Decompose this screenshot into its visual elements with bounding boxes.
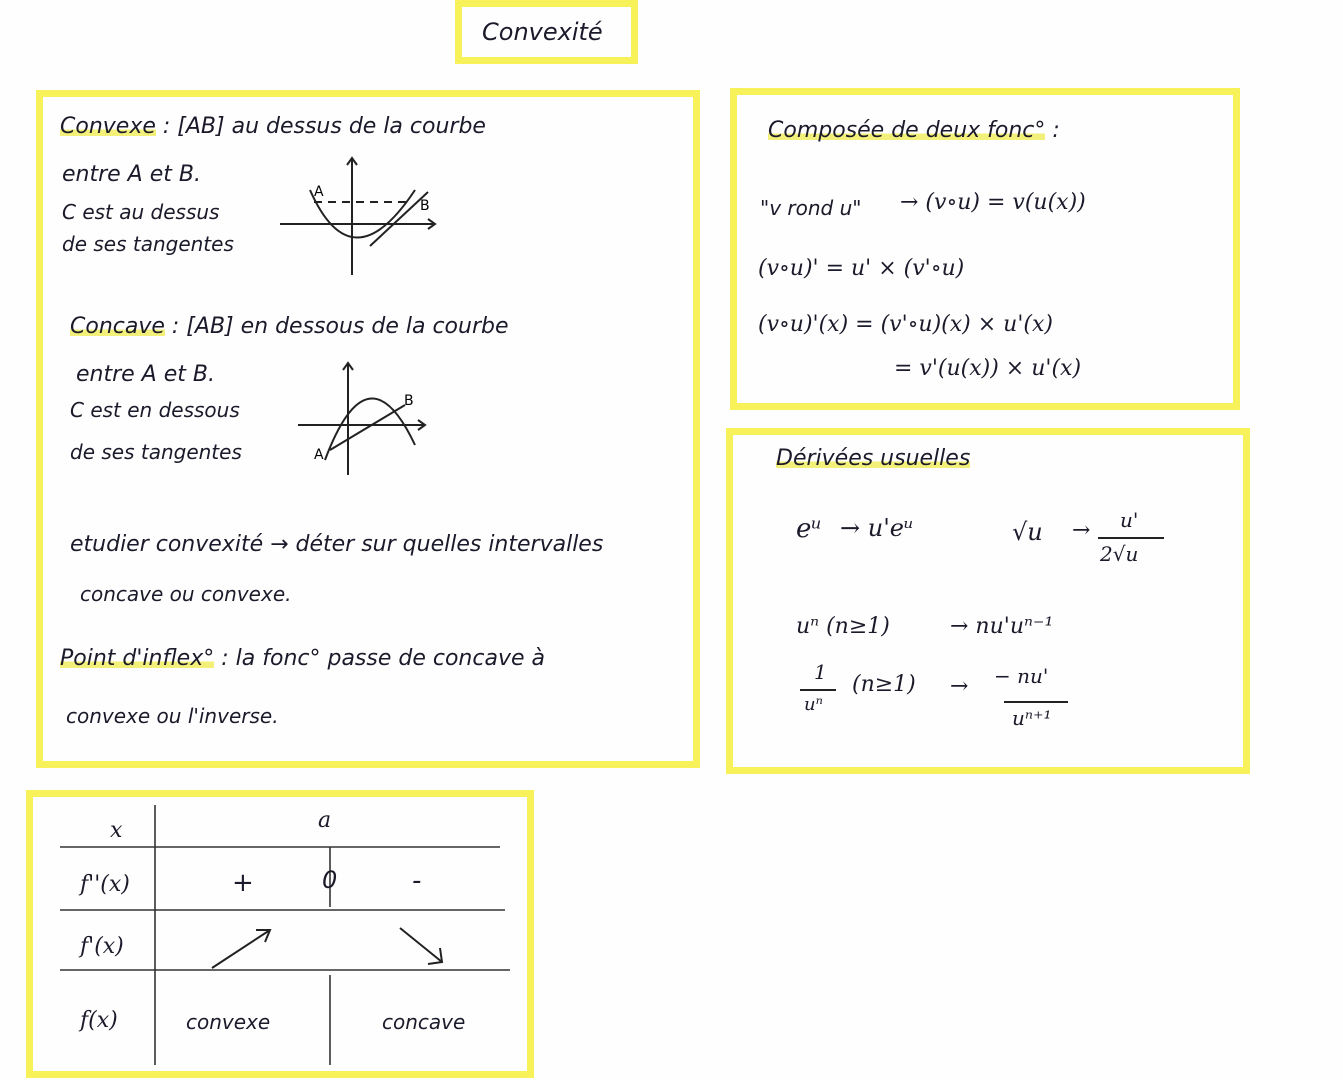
- inflexion-definition: : la fonc° passe de concave à: [221, 646, 545, 671]
- deriv-exp-left: eᵘ: [796, 514, 822, 544]
- convex-point-a: A: [314, 184, 324, 200]
- concave-definition: : [AB] en dessous de la courbe: [171, 314, 509, 339]
- deriv-inv-den: uⁿ: [804, 694, 823, 715]
- deriv-sqrt-left: √u: [1012, 518, 1043, 546]
- concave-point-b: B: [404, 393, 414, 409]
- deriv-inv-res-num: − nu': [994, 664, 1049, 688]
- deriv-inv-arrow: →: [950, 674, 969, 699]
- composition-line4: = v'(u(x)) × u'(x): [894, 356, 1082, 381]
- deriv-sqrt-fraction-bar: [1098, 536, 1168, 540]
- convex-definition: : [AB] au dessus de la courbe: [162, 114, 486, 139]
- row-label-f2: f''(x): [80, 872, 130, 897]
- convex-heading: Convexe: [60, 114, 156, 139]
- deriv-inv-num: 1: [814, 660, 827, 684]
- composition-line1-left: "v rond u": [760, 196, 862, 220]
- derivatives-box: [726, 428, 1250, 774]
- deriv-sqrt-num: u': [1120, 508, 1139, 532]
- conclusion-concave: concave: [382, 1010, 466, 1034]
- sign-zero: 0: [322, 866, 338, 894]
- deriv-inv-fraction-bar: [800, 688, 840, 692]
- convex-line2: entre A et B.: [62, 162, 201, 187]
- deriv-sqrt-arrow: →: [1072, 518, 1091, 543]
- convex-point-b: B: [420, 198, 430, 214]
- concave-heading: Concave: [70, 314, 165, 339]
- composition-heading-row: [768, 118, 1060, 143]
- conclusion-convexe: convexe: [186, 1010, 271, 1034]
- x-value-a: a: [318, 808, 332, 833]
- inflexion-line2: convexe ou l'inverse.: [66, 704, 279, 728]
- deriv-inv-cond: (n≥1): [852, 672, 916, 697]
- composition-line2: (v∘u)' = u' × (v'∘u): [758, 256, 965, 281]
- derivatives-heading: [776, 446, 970, 471]
- concave-point-a: A: [314, 447, 324, 463]
- row-label-f: f(x): [80, 1008, 118, 1033]
- composition-heading: Composée de deux fonc°: [768, 118, 1046, 143]
- deriv-pow-left: uⁿ (n≥1): [796, 614, 890, 639]
- composition-line1-right: → (v∘u) = v(u(x)): [900, 190, 1086, 215]
- deriv-sqrt-den: 2√u: [1100, 542, 1139, 566]
- deriv-inv-res-fraction-bar: [1004, 700, 1074, 704]
- deriv-pow-right: → nu'uⁿ⁻¹: [950, 614, 1054, 639]
- study-line2: concave ou convexe.: [80, 582, 292, 606]
- composition-heading-suffix: :: [1052, 118, 1060, 143]
- concave-line3: C est en dessous: [70, 398, 240, 422]
- concave-line4: de ses tangentes: [70, 440, 242, 464]
- convex-line3: C est au dessus: [62, 200, 220, 224]
- composition-line3: (v∘u)'(x) = (v'∘u)(x) × u'(x): [758, 312, 1053, 337]
- row-label-x: x: [110, 818, 123, 843]
- inflexion-heading: Point d'inflex°: [60, 646, 215, 671]
- sign-plus: +: [232, 868, 254, 898]
- deriv-exp-right: → u'eᵘ: [840, 514, 914, 542]
- page-title: Convexité: [482, 18, 603, 46]
- sign-minus: -: [412, 866, 422, 896]
- convex-line4: de ses tangentes: [62, 232, 234, 256]
- concave-line2: entre A et B.: [76, 362, 215, 387]
- derivatives-heading-text: Dérivées usuelles: [776, 446, 971, 471]
- study-line1: etudier convexité → déter sur quelles intervalles: [70, 532, 604, 557]
- row-label-f1: f'(x): [80, 934, 124, 959]
- deriv-inv-res-den: uⁿ⁺¹: [1012, 706, 1052, 730]
